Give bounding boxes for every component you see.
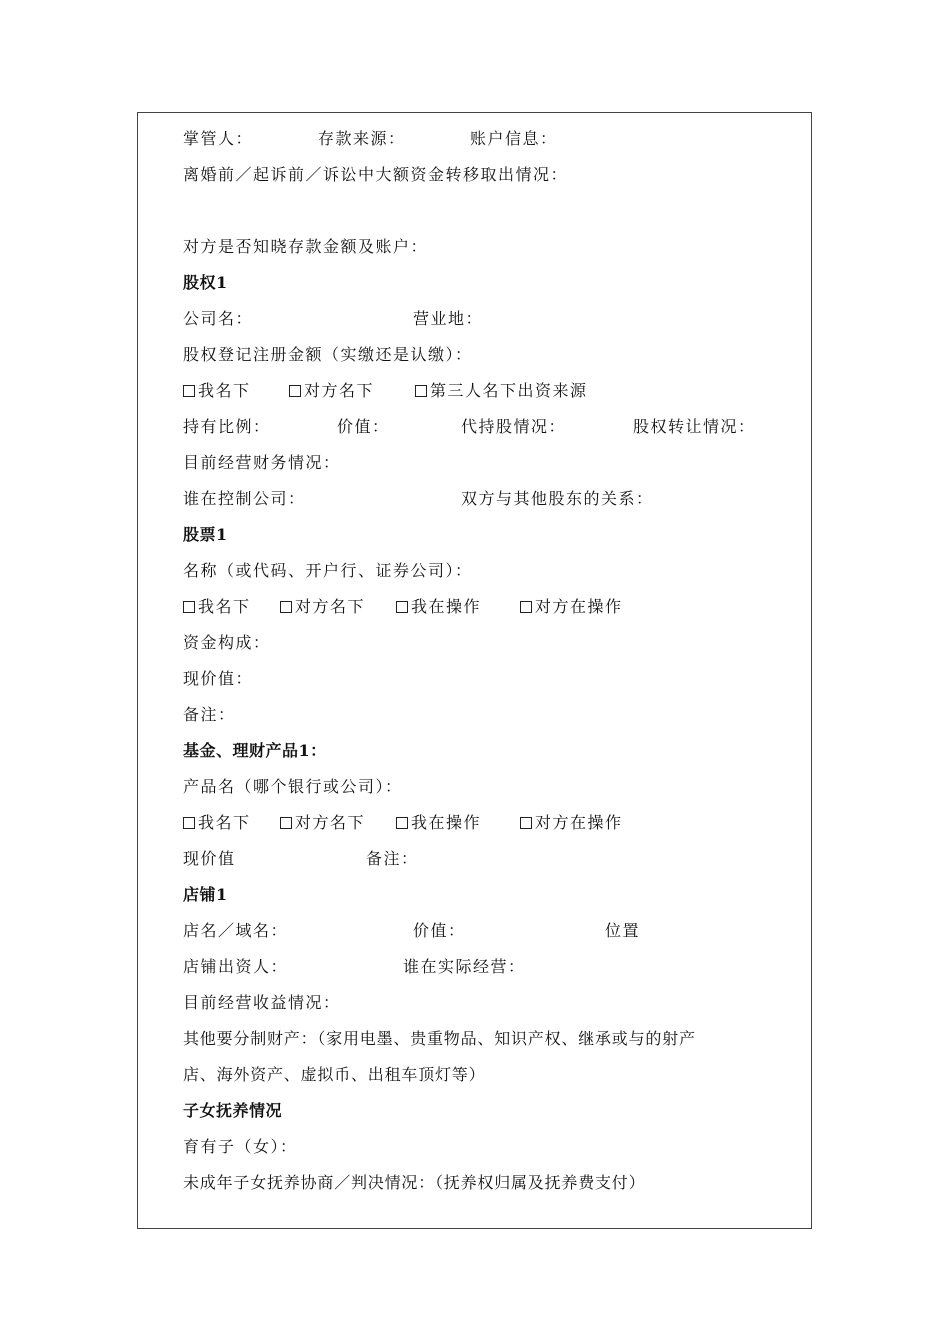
equity-registered-row bbox=[183, 337, 801, 373]
deposit-holder-label: 掌管人： bbox=[183, 129, 254, 148]
shop-name-label: 店名／域名： bbox=[183, 921, 289, 940]
checkbox-icon bbox=[520, 601, 532, 613]
fund-name-row bbox=[183, 769, 801, 805]
stock-funds-row bbox=[183, 625, 801, 661]
equity-company-row bbox=[183, 301, 801, 337]
fund-option-mine-label: 我名下 bbox=[198, 813, 251, 832]
equity-option-theirs-label: 对方名下 bbox=[304, 381, 375, 400]
equity-options-row bbox=[183, 373, 801, 409]
other-property-line1: 其他要分制财产：（家用电墨、贵重物品、知识产权、继承或与的射产 bbox=[183, 1029, 696, 1048]
fund-note-label: 备注： bbox=[366, 849, 419, 868]
fund-option-they-operate[interactable] bbox=[520, 805, 623, 841]
deposit-holder-row bbox=[183, 121, 801, 157]
shop-operator-label: 谁在实际经营： bbox=[403, 957, 526, 976]
stock-note-label: 备注： bbox=[183, 705, 236, 724]
deposit-known-row bbox=[183, 229, 801, 265]
equity-option-mine-label: 我名下 bbox=[198, 381, 251, 400]
equity-ratio-label: 持有比例： bbox=[183, 417, 271, 436]
fund-option-mine[interactable] bbox=[183, 805, 251, 841]
checkbox-icon bbox=[183, 817, 195, 829]
other-property-row-1 bbox=[183, 1021, 801, 1057]
equity-option-third-party[interactable] bbox=[415, 373, 588, 409]
shop-income-row bbox=[183, 985, 801, 1021]
fund-heading: 基金、理财产品1： bbox=[183, 741, 327, 760]
checkbox-icon bbox=[396, 601, 408, 613]
deposit-account-label: 账户信息： bbox=[470, 129, 558, 148]
equity-heading: 股权1 bbox=[183, 273, 228, 292]
stock-note-row bbox=[183, 697, 801, 733]
equity-option-mine[interactable] bbox=[183, 373, 251, 409]
other-property-line2: 店、海外资产、虚拟币、出租车顶灯等） bbox=[183, 1065, 486, 1084]
stock-name-row bbox=[183, 553, 801, 589]
shop-location-label: 位置 bbox=[605, 921, 641, 940]
stock-option-they-operate-label: 对方在操作 bbox=[535, 597, 623, 616]
children-custody-row bbox=[183, 1165, 801, 1201]
equity-control-label: 谁在控制公司： bbox=[183, 489, 306, 508]
fund-option-theirs[interactable] bbox=[280, 805, 365, 841]
stock-option-i-operate-label: 我在操作 bbox=[411, 597, 482, 616]
stock-option-theirs-label: 对方名下 bbox=[295, 597, 366, 616]
blank-line bbox=[183, 193, 801, 229]
children-heading: 子女抚养情况 bbox=[183, 1101, 283, 1120]
stock-value-label: 现价值： bbox=[183, 669, 254, 688]
fund-option-they-operate-label: 对方在操作 bbox=[535, 813, 623, 832]
deposit-transfer-row bbox=[183, 157, 801, 193]
stock-options-row bbox=[183, 589, 801, 625]
stock-option-they-operate[interactable] bbox=[520, 589, 623, 625]
form-frame bbox=[137, 112, 812, 1229]
fund-name-label: 产品名（哪个银行或公司）： bbox=[183, 777, 403, 796]
equity-relation-label: 双方与其他股东的关系： bbox=[461, 489, 654, 508]
deposit-source-label: 存款来源： bbox=[318, 129, 406, 148]
checkbox-icon bbox=[415, 385, 427, 397]
checkbox-icon bbox=[520, 817, 532, 829]
other-property-row-2 bbox=[183, 1057, 801, 1093]
checkbox-icon bbox=[280, 817, 292, 829]
shop-name-row bbox=[183, 913, 801, 949]
shop-investor-row bbox=[183, 949, 801, 985]
equity-control-row bbox=[183, 481, 801, 517]
stock-funds-label: 资金构成： bbox=[183, 633, 271, 652]
stock-option-theirs[interactable] bbox=[280, 589, 365, 625]
equity-ratio-row bbox=[183, 409, 801, 445]
equity-proxy-label: 代持股情况： bbox=[461, 417, 567, 436]
checkbox-icon bbox=[183, 601, 195, 613]
checkbox-icon bbox=[396, 817, 408, 829]
stock-option-i-operate[interactable] bbox=[396, 589, 481, 625]
equity-option-third-party-label: 第三人名下出资来源 bbox=[430, 381, 588, 400]
deposit-known-label: 对方是否知晓存款金额及账户： bbox=[183, 237, 429, 256]
equity-finance-row bbox=[183, 445, 801, 481]
fund-value-row bbox=[183, 841, 801, 877]
equity-location-label: 营业地： bbox=[413, 309, 484, 328]
equity-finance-label: 目前经营财务情况： bbox=[183, 453, 341, 472]
form-content bbox=[183, 121, 801, 1201]
children-kids-label: 育有子（女）： bbox=[183, 1137, 298, 1156]
stock-value-row bbox=[183, 661, 801, 697]
shop-heading: 店铺1 bbox=[183, 885, 228, 904]
fund-option-i-operate[interactable] bbox=[396, 805, 481, 841]
checkbox-icon bbox=[183, 385, 195, 397]
stock-name-label: 名称（或代码、开户行、证券公司）： bbox=[183, 561, 473, 580]
fund-options-row bbox=[183, 805, 801, 841]
equity-registered-label: 股权登记注册金额（实缴还是认缴）： bbox=[183, 345, 473, 364]
checkbox-icon bbox=[289, 385, 301, 397]
checkbox-icon bbox=[280, 601, 292, 613]
equity-company-label: 公司名： bbox=[183, 309, 254, 328]
deposit-transfer-label: 离婚前／起诉前／诉讼中大额资金转移取出情况： bbox=[183, 165, 569, 184]
fund-option-theirs-label: 对方名下 bbox=[295, 813, 366, 832]
equity-option-theirs[interactable] bbox=[289, 373, 374, 409]
equity-transfer-label: 股权转让情况： bbox=[633, 417, 756, 436]
stock-heading: 股票1 bbox=[183, 525, 228, 544]
stock-option-mine[interactable] bbox=[183, 589, 251, 625]
equity-value-label: 价值： bbox=[337, 417, 390, 436]
stock-option-mine-label: 我名下 bbox=[198, 597, 251, 616]
fund-option-i-operate-label: 我在操作 bbox=[411, 813, 482, 832]
shop-income-label: 目前经营收益情况： bbox=[183, 993, 341, 1012]
fund-value-label: 现价值 bbox=[183, 849, 236, 868]
children-kids-row bbox=[183, 1129, 801, 1165]
children-custody-label: 未成年子女抚养协商／判决情况：（抚养权归属及抚养费支付） bbox=[183, 1173, 646, 1192]
shop-value-label: 价值： bbox=[413, 921, 466, 940]
shop-investor-label: 店铺出资人： bbox=[183, 957, 289, 976]
